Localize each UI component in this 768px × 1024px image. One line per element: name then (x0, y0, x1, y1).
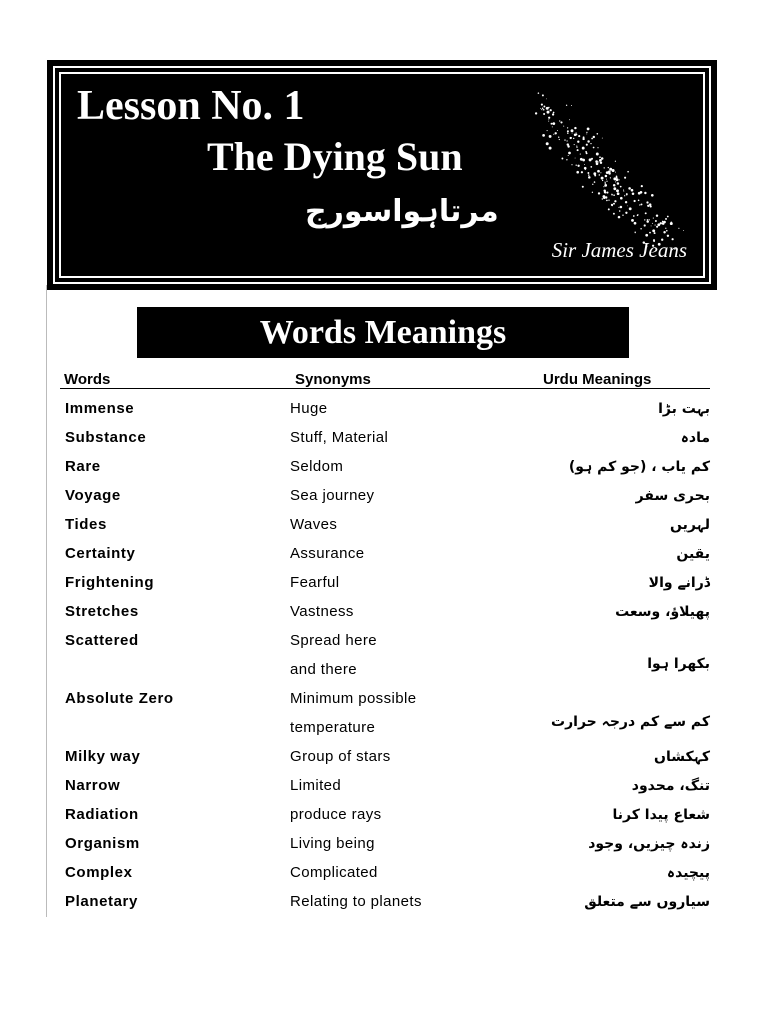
star-dot (602, 198, 603, 199)
star-dot (656, 214, 658, 216)
star-dot (624, 177, 626, 179)
star-dot (538, 92, 540, 94)
star-dot (611, 194, 612, 195)
star-dot (584, 164, 585, 165)
star-dot (561, 158, 563, 160)
star-dot (552, 126, 553, 127)
vocab-urdu-meaning: کم یاب ، (جو کم ہو) (568, 459, 710, 475)
star-dot (559, 120, 560, 121)
star-dot (613, 213, 615, 215)
vocab-word: Frightening (65, 574, 155, 591)
star-dot (660, 222, 662, 224)
star-dot (581, 171, 583, 173)
star-dot (604, 167, 605, 168)
header-rule (60, 388, 710, 389)
vocab-word: Voyage (65, 487, 121, 504)
vocab-synonym-continued: and there (290, 661, 357, 678)
star-dot (549, 147, 552, 150)
star-dot (555, 132, 557, 134)
vocab-synonym: Sea journey (290, 487, 375, 504)
starfield-illustration (527, 90, 697, 250)
star-dot (645, 234, 648, 237)
star-dot (634, 200, 636, 202)
vocab-word: Rare (65, 458, 101, 475)
star-dot (678, 228, 679, 229)
star-dot (586, 133, 587, 134)
star-dot (586, 144, 588, 146)
star-dot (547, 111, 550, 114)
vocab-synonym: Assurance (290, 545, 365, 562)
vocab-synonym: Living being (290, 835, 375, 852)
star-dot (600, 162, 602, 164)
star-dot (634, 222, 637, 225)
star-dot (616, 175, 618, 177)
star-dot (552, 113, 554, 115)
vocab-word: Organism (65, 835, 140, 852)
vocab-word: Stretches (65, 603, 139, 620)
vocab-synonym: Spread here (290, 632, 377, 649)
star-dot (582, 147, 585, 150)
star-dot (613, 187, 616, 190)
star-dot (665, 228, 666, 229)
star-dot (599, 159, 602, 162)
vocab-synonym: Stuff, Material (290, 429, 389, 446)
star-dot (615, 181, 616, 182)
star-dot (683, 230, 684, 231)
star-dot (644, 224, 646, 226)
star-dot (571, 105, 572, 106)
vocab-synonym: Waves (290, 516, 338, 533)
star-dot (605, 185, 606, 186)
star-dot (546, 99, 547, 100)
vocab-urdu-meaning: سیاروں سے متعلق (584, 894, 710, 910)
star-dot (652, 223, 653, 224)
star-dot (608, 208, 610, 210)
star-dot (543, 113, 545, 115)
vocab-word: Substance (65, 429, 147, 446)
star-dot (547, 130, 548, 131)
star-dot (667, 235, 669, 237)
star-dot (543, 109, 545, 111)
vocab-word: Scattered (65, 632, 139, 649)
vocab-word: Milky way (65, 748, 141, 765)
star-dot (671, 222, 673, 224)
vocab-synonym: Fearful (290, 574, 340, 591)
star-dot (599, 156, 601, 158)
star-dot (599, 174, 600, 175)
star-dot (546, 107, 549, 110)
star-dot (638, 192, 641, 195)
star-dot (591, 158, 593, 160)
star-dot (596, 162, 599, 165)
star-dot (620, 186, 622, 188)
star-dot (613, 194, 615, 196)
star-dot (560, 121, 562, 123)
star-dot (548, 117, 550, 119)
star-dot (590, 166, 592, 168)
star-dot (567, 130, 569, 132)
star-dot (593, 136, 595, 138)
star-dot (615, 161, 616, 162)
star-dot (571, 129, 574, 132)
star-dot (598, 161, 599, 162)
vocab-urdu-meaning: تنگ، محدود (631, 778, 710, 794)
star-dot (606, 179, 607, 180)
vocab-synonym: Vastness (290, 603, 354, 620)
star-dot (606, 181, 607, 182)
vocab-urdu-meaning: کہکشاں (654, 749, 710, 765)
star-dot (620, 197, 623, 200)
vocab-urdu-meaning: ڈرانے والا (648, 575, 710, 591)
vocab-synonym: Limited (290, 777, 342, 794)
star-dot (624, 196, 625, 197)
star-dot (566, 105, 567, 106)
star-dot (610, 177, 611, 178)
vocab-synonym: Group of stars (290, 748, 391, 765)
star-dot (629, 207, 632, 210)
star-dot (640, 228, 642, 230)
vocab-word: Immense (65, 400, 135, 417)
star-dot (649, 219, 650, 220)
column-header-urdu: Urdu Meanings (543, 371, 652, 388)
star-dot (606, 200, 608, 202)
star-dot (542, 108, 544, 110)
star-dot (620, 206, 623, 209)
star-dot (652, 229, 655, 232)
star-dot (646, 201, 648, 203)
star-dot (655, 220, 657, 222)
star-dot (619, 210, 621, 212)
star-dot (613, 184, 616, 187)
star-dot (535, 112, 537, 114)
star-dot (567, 143, 569, 145)
star-dot (662, 221, 664, 223)
star-dot (653, 218, 654, 219)
star-dot (640, 191, 641, 192)
vocab-urdu-meaning: پھیلاؤ، وسعت (615, 604, 710, 620)
star-dot (618, 216, 621, 219)
star-dot (651, 194, 654, 197)
star-dot (601, 177, 604, 180)
star-dot (605, 196, 607, 198)
star-dot (617, 182, 620, 185)
star-dot (574, 144, 575, 145)
star-dot (666, 218, 667, 219)
vocab-synonym-continued: temperature (290, 719, 376, 736)
lesson-title: The Dying Sun (207, 134, 463, 179)
star-dot (586, 132, 587, 133)
star-dot (567, 127, 568, 128)
star-dot (605, 175, 608, 178)
star-dot (548, 119, 549, 120)
vocab-synonym: produce rays (290, 806, 382, 823)
star-dot (587, 172, 589, 174)
star-dot (576, 165, 577, 166)
star-dot (616, 178, 619, 181)
star-dot (553, 134, 554, 135)
star-dot (552, 122, 555, 125)
star-dot (645, 212, 647, 214)
vocab-urdu-meaning: بکھرا ہوا (647, 656, 710, 672)
star-dot (587, 140, 589, 142)
star-dot (590, 143, 591, 144)
star-dot (564, 139, 565, 140)
star-dot (571, 164, 572, 165)
vocab-urdu-meaning: مادہ (680, 430, 710, 446)
star-dot (638, 200, 640, 202)
star-dot (598, 192, 600, 194)
star-dot (605, 182, 606, 183)
star-dot (619, 179, 620, 180)
star-dot (625, 212, 627, 214)
star-dot (542, 134, 545, 137)
star-dot (551, 123, 553, 125)
star-dot (572, 133, 573, 134)
vocab-word: Radiation (65, 806, 139, 823)
star-dot (612, 169, 615, 172)
star-dot (633, 215, 635, 217)
vocab-urdu-meaning: پیچیدہ (666, 865, 710, 881)
star-dot (654, 232, 656, 234)
star-dot (622, 214, 623, 215)
star-dot (627, 171, 629, 173)
star-dot (577, 141, 579, 143)
star-dot (623, 189, 624, 190)
star-dot (559, 139, 560, 140)
star-dot (632, 193, 635, 196)
star-dot (568, 152, 571, 155)
star-dot (651, 225, 652, 226)
vocab-urdu-meaning: کم سے کم درجہ حرارت (551, 714, 710, 730)
star-dot (602, 180, 603, 181)
star-dot (603, 189, 605, 191)
star-dot (602, 138, 603, 139)
star-dot (550, 109, 552, 111)
star-dot (611, 204, 613, 206)
vocab-word: Absolute Zero (65, 690, 174, 707)
star-dot (603, 186, 604, 187)
vocab-word: Certainty (65, 545, 136, 562)
star-dot (625, 201, 627, 203)
star-dot (641, 185, 643, 187)
star-dot (601, 157, 604, 160)
star-dot (662, 222, 665, 225)
lesson-title-urdu: مرتاہواسورج (305, 194, 499, 229)
vocab-word: Planetary (65, 893, 138, 910)
column-header-words: Words (64, 371, 111, 388)
vocab-word: Narrow (65, 777, 121, 794)
star-dot (574, 127, 576, 129)
star-dot (580, 154, 581, 155)
vocab-urdu-meaning: بحری سفر (635, 488, 710, 504)
lesson-banner (47, 60, 717, 290)
star-dot (627, 206, 628, 207)
star-dot (591, 138, 593, 140)
star-dot (542, 94, 544, 96)
star-dot (574, 134, 577, 137)
star-dot (606, 192, 608, 194)
star-dot (644, 219, 645, 220)
star-dot (597, 147, 598, 148)
star-dot (583, 136, 585, 138)
vocab-synonym: Minimum possible (290, 690, 417, 707)
star-dot (542, 109, 543, 110)
star-dot (573, 138, 574, 139)
star-dot (548, 121, 549, 122)
star-dot (577, 149, 579, 151)
star-dot (553, 112, 555, 114)
star-dot (576, 132, 577, 133)
star-dot (641, 203, 643, 205)
star-dot (650, 205, 652, 207)
vocab-urdu-meaning: زندہ چیزیں، وجود (588, 836, 710, 852)
star-dot (644, 192, 646, 194)
lesson-number: Lesson No. 1 (77, 83, 305, 129)
star-dot (608, 199, 609, 200)
star-dot (578, 135, 580, 137)
star-dot (602, 195, 605, 198)
star-dot (570, 137, 572, 139)
star-dot (639, 204, 640, 205)
star-dot (577, 165, 579, 167)
star-dot (592, 184, 593, 185)
star-dot (575, 158, 576, 159)
star-dot (588, 176, 591, 179)
star-dot (597, 170, 600, 173)
star-dot (594, 175, 596, 177)
page-left-rule (46, 285, 47, 917)
vocab-urdu-meaning: لہریں (669, 517, 710, 533)
star-dot (546, 142, 549, 145)
star-dot (608, 172, 610, 174)
star-dot (584, 167, 587, 170)
vocab-urdu-meaning: بہت بڑا (658, 401, 710, 417)
star-dot (558, 137, 559, 138)
star-dot (576, 145, 577, 146)
star-dot (613, 203, 615, 205)
star-dot (597, 133, 599, 135)
vocab-synonym: Relating to planets (290, 893, 422, 910)
star-dot (567, 140, 568, 141)
star-dot (588, 174, 589, 175)
star-dot (543, 106, 545, 108)
star-dot (576, 147, 577, 148)
star-dot (580, 158, 583, 161)
star-dot (557, 130, 558, 131)
star-dot (617, 192, 620, 195)
star-dot (563, 126, 564, 127)
author-name: Sir James Jeans (551, 238, 687, 262)
star-dot (594, 181, 596, 183)
star-dot (618, 207, 619, 208)
star-dot (628, 187, 631, 190)
star-dot (569, 119, 570, 120)
star-dot (666, 230, 668, 232)
vocab-synonym: Complicated (290, 864, 378, 881)
star-dot (608, 167, 609, 168)
star-dot (646, 220, 649, 223)
star-dot (592, 192, 593, 193)
star-dot (595, 160, 598, 163)
star-dot (587, 128, 590, 131)
vocab-urdu-meaning: یقین (676, 546, 710, 562)
star-dot (626, 195, 627, 196)
vocab-word: Complex (65, 864, 133, 881)
star-dot (600, 172, 601, 173)
section-title: Words Meanings (137, 307, 629, 358)
star-dot (549, 135, 552, 138)
star-dot (596, 153, 599, 156)
star-dot (631, 219, 634, 222)
star-dot (541, 104, 543, 106)
star-dot (635, 232, 636, 233)
star-dot (663, 231, 665, 233)
star-dot (614, 200, 616, 202)
star-dot (605, 182, 606, 183)
star-dot (576, 171, 579, 174)
star-dot (568, 155, 569, 156)
star-dot (637, 214, 638, 215)
star-dot (616, 189, 619, 192)
column-header-synonyms: Synonyms (295, 371, 371, 388)
vocab-synonym: Seldom (290, 458, 344, 475)
star-dot (656, 226, 658, 228)
star-dot (586, 152, 588, 154)
star-dot (566, 159, 567, 160)
star-dot (655, 225, 656, 226)
star-dot (667, 216, 669, 218)
star-dot (623, 191, 624, 192)
star-dot (615, 172, 616, 173)
star-dot (649, 203, 651, 205)
star-dot (631, 189, 634, 192)
star-dot (582, 186, 584, 188)
star-dot (540, 108, 541, 109)
vocab-urdu-meaning: شعاع پیدا کرنا (612, 807, 710, 823)
star-dot (567, 132, 569, 134)
vocab-word: Tides (65, 516, 107, 533)
star-dot (593, 147, 595, 149)
star-dot (649, 232, 651, 234)
vocab-synonym: Huge (290, 400, 328, 417)
